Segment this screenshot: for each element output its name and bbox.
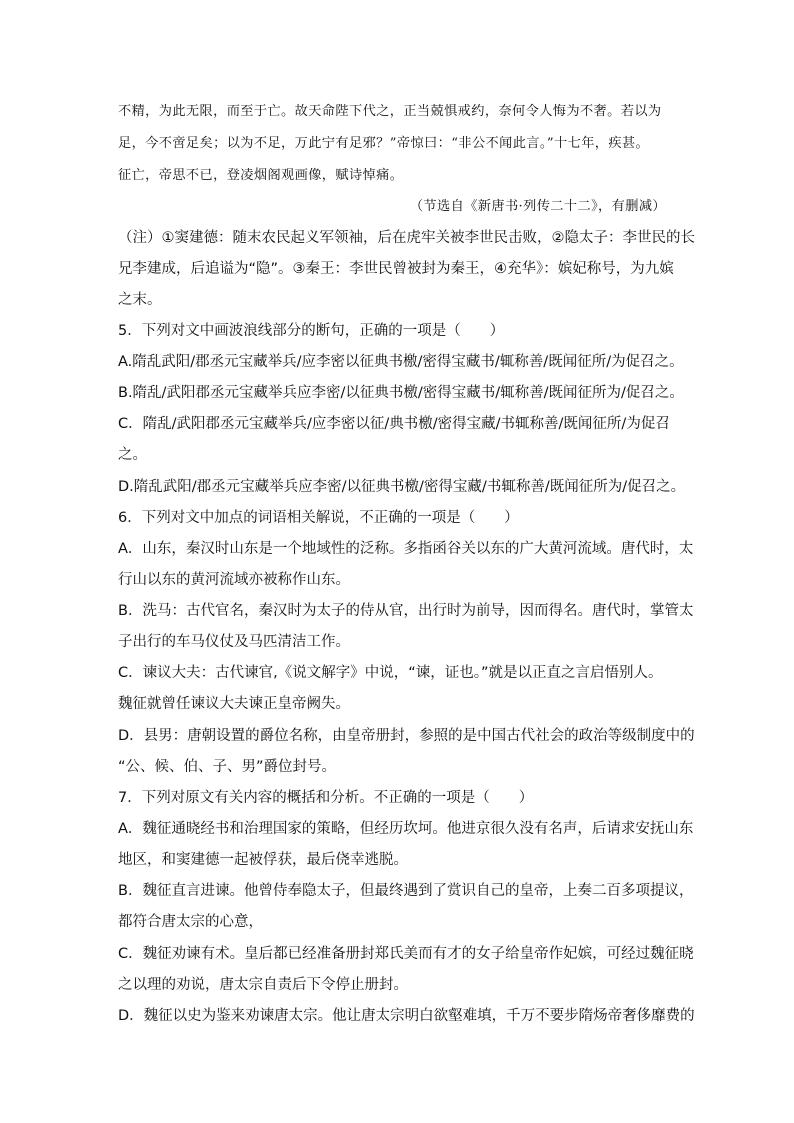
question-6-option: “公、候、伯、子、男”爵位封号。 <box>118 759 337 775</box>
question-7-option: A．魏征通晓经书和治理国家的策略，但经历坎坷。他进京很久没有名声，后请求安抚山东 <box>118 821 694 837</box>
question-7-option: 地区，和窦建德一起被俘获，最后侥幸逃脱。 <box>118 852 408 868</box>
question-7-option: 之以理的劝说，唐太宗自责后下令停止册封。 <box>118 977 408 993</box>
question-6-option: A．山东，秦汉时山东是一个地域性的泛称。多指函谷关以东的广大黄河流域。唐代时，太 <box>118 541 694 557</box>
question-6-option: D．县男：唐朝设置的爵位名称，由皇帝册封，参照的是中国古代社会的政治等级制度中的 <box>118 728 695 744</box>
question-6-option: B．洗马：古代官名，秦汉时为太子的侍从官，出行时为前导，因而得名。唐代时，掌管太 <box>118 603 694 619</box>
question-6-option: 子出行的车马仪仗及马匹清洁工作。 <box>118 634 350 650</box>
question-6-stem: 6．下列对文中加点的词语相关解说，不正确的一项是（ ） <box>118 510 519 526</box>
question-5-option: 之。 <box>118 447 147 463</box>
question-5-option: C．隋乱/武阳郡丞元宝藏举兵/应李密以征/典书檄/密得宝藏/书辄称善/既闻征所/为促召 <box>118 416 670 432</box>
question-5-option: A.隋乱武阳/郡丞元宝藏举兵/应李密以征典书檄/密得宝藏书/辄称善/既闻征所/为促召之。 <box>118 354 684 370</box>
question-7-option: B．魏征直言进谏。他曾侍奉隐太子，但最终遇到了赏识自己的皇帝，上奏二百多项提议， <box>118 883 694 899</box>
note-line: 之末。 <box>118 292 162 308</box>
passage-line: 征亡，帝思不已，登凌烟阁观画像，赋诗悼痛。 <box>118 168 404 183</box>
passage-line: 不精，为此无限，而至于亡。故天命陛下代之，正当兢惧戒约，奈何令人悔为不奢。若以为 <box>118 104 662 119</box>
note-line: 兄李建成，后追谥为“隐”。③秦王：李世民曾被封为秦王，④充华》：嫔妃称号，为九嫔 <box>118 261 674 277</box>
passage-line: 足，今不啻足矣；以为不足，万此宁有足邪？”帝惊曰：“非公不闻此言。”十七年，疾甚。 <box>118 136 650 151</box>
question-7-stem: 7．下列对原文有关内容的概括和分析。不正确的一项是（ ） <box>118 790 534 806</box>
source-citation: （节选自《新唐书·列传二十二》，有删减） <box>409 199 666 214</box>
question-5-option: D.隋乱武阳/郡丞元宝藏举兵应李密/以征典书檄/密得宝藏/书辄称善/既闻征所为/促召之。 <box>118 479 686 495</box>
question-7-option: D．魏征以史为鉴来劝谏唐太宗。他让唐太宗明白欲壑难填，千万不要步隋炀帝奢侈靡费的 <box>118 1008 695 1024</box>
question-7-option: C．魏征劝谏有术。皇后都已经准备册封郑氏美而有才的女子给皇帝作妃嫔，可经过魏征晓 <box>118 946 694 962</box>
question-6-option: 行山以东的黄河流域亦被称作山东。 <box>118 572 350 588</box>
note-line: （注）①窦建德：随末农民起义军领袖，后在虎牢关被李世民击败，②隐太子：李世民的长 <box>118 230 695 246</box>
question-6-option: C．谏议大夫：古代谏官,《说文解字》中说，“谏，证也。”就是以正直之言启悟别人。 <box>118 665 663 681</box>
question-5-stem: 5．下列对文中画波浪线部分的断句，正确的一项是（ ） <box>118 323 505 339</box>
question-6-option: 魏征就曾任谏议大夫谏正皇帝阙失。 <box>118 696 350 712</box>
question-7-option: 都符合唐太宗的心意， <box>118 914 263 930</box>
question-5-option: B.隋乱/武阳郡丞元宝藏举兵应李密/以征典书檄/密得宝藏书/辄称善/既闻征所为/促召之。 <box>118 385 684 401</box>
